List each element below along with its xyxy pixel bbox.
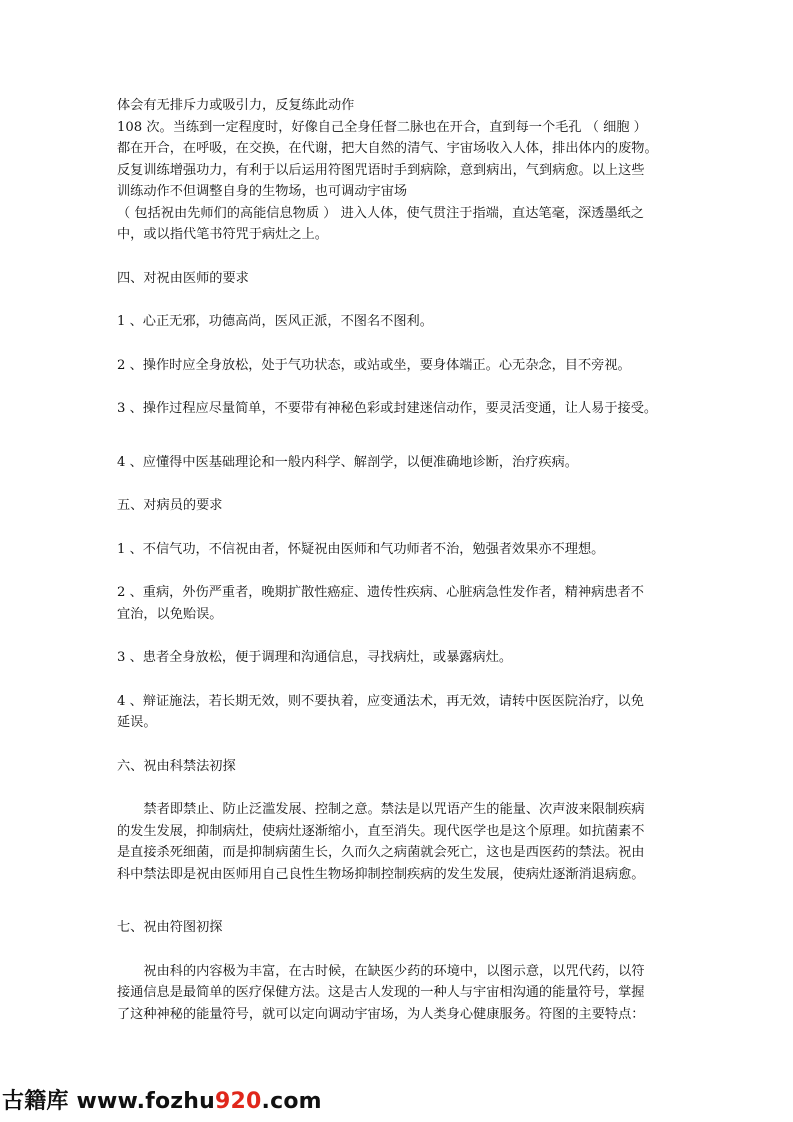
- text-line: 体会有无排斥力或吸引力，反复练此动作: [117, 98, 355, 113]
- text-line: 108 次。当练到一定程度时，好像自己全身任督二脉也在开合，直到每一个毛孔 （ 细胞 ）: [117, 119, 647, 135]
- section6-paragraph: [117, 799, 692, 885]
- watermark-url[interactable]: [76, 1089, 321, 1114]
- section-heading-7: 七、祝由符图初探: [117, 920, 223, 935]
- text-line: （ 包括祝由先师们的高能信息物质 ） 进入人体，使气贯注于指端，直达笔毫，深透墨纸之: [117, 205, 644, 221]
- text-line: 反复训练增强功力，有利于以后运用符图咒语时手到病除，意到病出，气到病愈。以上这些: [117, 162, 645, 178]
- text-line: 是直接杀死细菌，而是抑制病菌生长，久而久之病菌就会死亡，这也是西医药的禁法。祝由: [117, 845, 645, 860]
- patient-item-2: [117, 582, 692, 625]
- text-line: 祝由科的内容极为丰富，在古时候，在缺医少药的环境中，以图示意，以咒代药，以符: [143, 963, 645, 979]
- watermark-url-suffix: .com: [261, 1089, 322, 1114]
- text-line: 接通信息是最简单的医疗保健方法。这是古人发现的一种人与宇宙相沟通的能量符号，掌握: [117, 985, 645, 1000]
- text-line: 延误。: [117, 715, 157, 730]
- text-line: 4 、辩证施法，若长期无效，则不要执着，应变通法术，再无效，请转中医医院治疗，以免: [117, 693, 644, 709]
- requirement-item-4: 4 、应懂得中医基础理论和一般内科学、解剖学，以便准确地诊断，治疗疾病。: [117, 454, 578, 470]
- section7-paragraph: [117, 961, 692, 1026]
- text-line: 的发生发展，抑制病灶，使病灶逐渐缩小，直至消失。现代医学也是这个原理。如抗菌素不: [117, 823, 645, 839]
- text-line: 中，或以指代笔书符咒于病灶之上。: [117, 227, 328, 242]
- requirement-item-3: 3 、操作过程应尽量简单，不要带有神秘色彩或封建迷信动作，要灵活变通，让人易于接受。: [117, 401, 658, 416]
- text-line: 科中禁法即是祝由医师用自己良性生物场抑制控制疾病的发生发展，使病灶逐渐消退病愈。: [117, 866, 645, 882]
- section-heading-5: 五、对病员的要求: [117, 498, 223, 513]
- watermark-url-number: 920: [215, 1089, 262, 1114]
- patient-item-4: [117, 691, 692, 734]
- intro-paragraph: [117, 95, 692, 246]
- watermark-url-prefix: www.fozhu: [76, 1089, 216, 1114]
- patient-item-3: 3 、患者全身放松，便于调理和沟通信息，寻找病灶，或暴露病灶。: [117, 650, 513, 665]
- section-heading-6: 六、祝由科禁法初探: [117, 758, 236, 774]
- section-heading-4: 四、对祝由医师的要求: [117, 270, 249, 286]
- text-line: 都在开合，在呼吸，在交换，在代谢，把大自然的清气、宇宙场收入人体，排出体内的废物。: [117, 141, 658, 156]
- text-line: 训练动作不但调整自身的生物场，也可调动宇宙场: [117, 184, 408, 199]
- patient-item-1: 1 、不信气功，不信祝由者，怀疑祝由医师和气功师者不治，勉强者效果亦不理想。: [117, 541, 605, 557]
- document-page: [117, 95, 692, 1025]
- text-line: 禁者即禁止、防止泛滥发展、控制之意。禁法是以咒语产生的能量、次声波来限制疾病: [143, 802, 645, 817]
- watermark-name: 古籍库: [2, 1089, 69, 1114]
- text-line: 2 、重病，外伤严重者，晚期扩散性癌症、遗传性疾病、心脏病急性发作者，精神病患者不: [117, 585, 644, 600]
- requirement-item-1: 1 、心正无邪，功德高尚，医风正派，不图名不图利。: [117, 314, 433, 329]
- text-line: 宜治，以免贻误。: [117, 606, 223, 622]
- text-line: 了这种神秘的能量符号，就可以定向调动宇宙场，为人类身心健康服务。符图的主要特点：: [117, 1006, 645, 1022]
- site-watermark: [2, 1084, 322, 1115]
- requirement-item-2: 2 、操作时应全身放松，处于气功状态，或站或坐，要身体端正。心无杂念，目不旁视。: [117, 357, 631, 373]
